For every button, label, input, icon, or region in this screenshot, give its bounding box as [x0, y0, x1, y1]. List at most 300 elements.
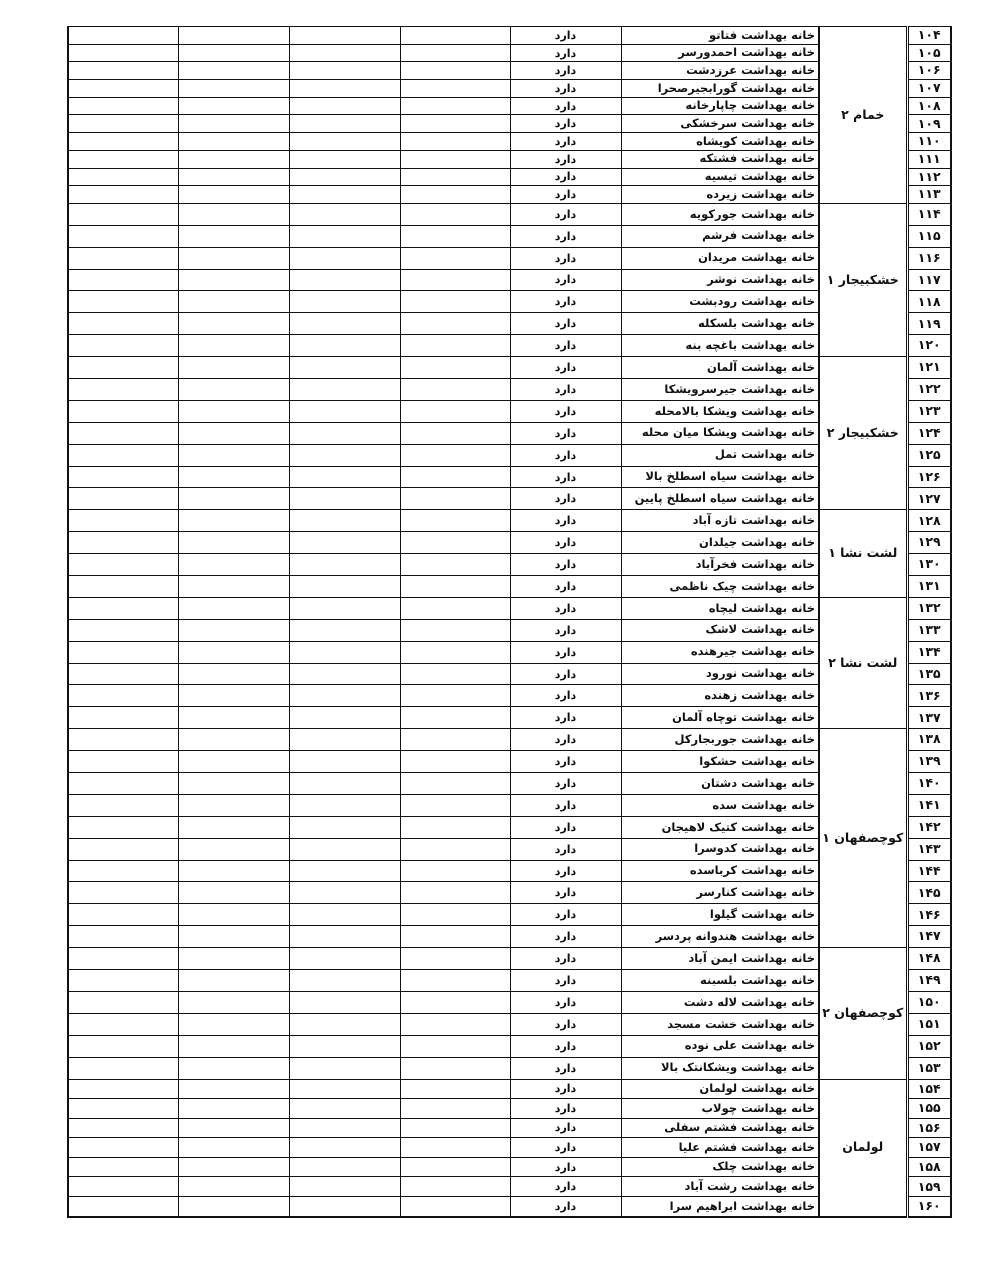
- empty-cell: [289, 641, 400, 663]
- empty-cell: [68, 422, 178, 444]
- row-number-cell: ۱۳۵: [907, 663, 951, 685]
- row-number-cell: ۱۴۰: [907, 773, 951, 795]
- status-cell: دارد: [510, 203, 621, 225]
- row-number-cell: ۱۰۶: [907, 62, 951, 80]
- empty-cell: [289, 357, 400, 379]
- row-number-cell: ۱۰۵: [907, 44, 951, 62]
- empty-cell: [68, 1057, 178, 1079]
- table-row: [68, 619, 951, 641]
- empty-cell: [400, 773, 510, 795]
- empty-cell: [400, 1099, 510, 1119]
- table-row: [68, 62, 951, 80]
- empty-cell: [178, 400, 289, 422]
- health-house-name-cell: خانه بهداشت باغچه بنه: [621, 335, 819, 357]
- empty-cell: [289, 1138, 400, 1158]
- empty-cell: [68, 816, 178, 838]
- empty-cell: [68, 926, 178, 948]
- status-cell: دارد: [510, 422, 621, 444]
- row-number-cell: ۱۲۰: [907, 335, 951, 357]
- health-house-name-cell: خانه بهداشت رودبشت: [621, 291, 819, 313]
- empty-cell: [400, 225, 510, 247]
- row-number-cell: ۱۳۶: [907, 685, 951, 707]
- row-number-cell: ۱۴۱: [907, 794, 951, 816]
- status-cell: دارد: [510, 794, 621, 816]
- table-row: [68, 225, 951, 247]
- health-house-name-cell: خانه بهداشت سرخشکی: [621, 115, 819, 133]
- row-number-cell: ۱۲۴: [907, 422, 951, 444]
- empty-cell: [178, 1057, 289, 1079]
- health-house-name-cell: خانه بهداشت جیرسرویشکا: [621, 379, 819, 401]
- table-row: [68, 27, 951, 45]
- row-number-cell: ۱۰۹: [907, 115, 951, 133]
- row-number-cell: ۱۱۴: [907, 203, 951, 225]
- table-row: [68, 597, 951, 619]
- row-number-cell: ۱۶۰: [907, 1197, 951, 1217]
- empty-cell: [68, 663, 178, 685]
- table-row: [68, 991, 951, 1013]
- table-row: [68, 1013, 951, 1035]
- table-row: [68, 882, 951, 904]
- empty-cell: [68, 313, 178, 335]
- empty-cell: [178, 168, 289, 186]
- empty-cell: [68, 466, 178, 488]
- health-house-name-cell: خانه بهداشت عرزدشت: [621, 62, 819, 80]
- health-house-name-cell: خانه بهداشت چیک ناظمی: [621, 576, 819, 598]
- row-number-cell: ۱۲۸: [907, 510, 951, 532]
- health-house-name-cell: خانه بهداشت آلمان: [621, 357, 819, 379]
- status-cell: دارد: [510, 168, 621, 186]
- health-house-name-cell: خانه بهداشت ویشکا بالامحله: [621, 400, 819, 422]
- empty-cell: [400, 97, 510, 115]
- empty-cell: [289, 1197, 400, 1217]
- table-row: [68, 532, 951, 554]
- empty-cell: [289, 400, 400, 422]
- empty-cell: [400, 597, 510, 619]
- status-cell: دارد: [510, 186, 621, 204]
- status-cell: دارد: [510, 1099, 621, 1119]
- table-row: [68, 44, 951, 62]
- empty-cell: [400, 926, 510, 948]
- empty-cell: [178, 335, 289, 357]
- row-number-cell: ۱۵۷: [907, 1138, 951, 1158]
- status-cell: دارد: [510, 860, 621, 882]
- health-house-name-cell: خانه بهداشت سیاه اسطلخ پایین: [621, 488, 819, 510]
- row-number-cell: ۱۵۰: [907, 991, 951, 1013]
- health-house-name-cell: خانه بهداشت بلسبنه: [621, 970, 819, 992]
- center-group-cell: خشکبیجار ۱: [819, 203, 907, 356]
- empty-cell: [400, 313, 510, 335]
- health-house-name-cell: خانه بهداشت نوشر: [621, 269, 819, 291]
- empty-cell: [68, 576, 178, 598]
- status-cell: دارد: [510, 991, 621, 1013]
- empty-cell: [68, 729, 178, 751]
- health-house-name-cell: خانه بهداشت ابراهیم سرا: [621, 1197, 819, 1217]
- empty-cell: [68, 186, 178, 204]
- empty-cell: [178, 247, 289, 269]
- empty-cell: [68, 707, 178, 729]
- empty-cell: [400, 948, 510, 970]
- empty-cell: [400, 1057, 510, 1079]
- empty-cell: [289, 27, 400, 45]
- empty-cell: [178, 1118, 289, 1138]
- table-row: [68, 203, 951, 225]
- health-house-name-cell: خانه بهداشت ایمن آباد: [621, 948, 819, 970]
- row-number-cell: ۱۱۱: [907, 150, 951, 168]
- empty-cell: [289, 1157, 400, 1177]
- empty-cell: [400, 133, 510, 151]
- status-cell: دارد: [510, 247, 621, 269]
- health-house-name-cell: خانه بهداشت جیرهنده: [621, 641, 819, 663]
- status-cell: دارد: [510, 444, 621, 466]
- empty-cell: [68, 860, 178, 882]
- empty-cell: [289, 1099, 400, 1119]
- status-cell: دارد: [510, 685, 621, 707]
- empty-cell: [178, 597, 289, 619]
- table-row: [68, 860, 951, 882]
- row-number-cell: ۱۱۶: [907, 247, 951, 269]
- empty-cell: [178, 97, 289, 115]
- health-house-name-cell: خانه بهداشت کویشاه: [621, 133, 819, 151]
- table-row: [68, 685, 951, 707]
- empty-cell: [400, 904, 510, 926]
- empty-cell: [68, 773, 178, 795]
- empty-cell: [68, 1013, 178, 1035]
- table-row: [68, 444, 951, 466]
- empty-cell: [178, 269, 289, 291]
- health-house-table-sheet: [67, 26, 950, 1218]
- status-cell: دارد: [510, 291, 621, 313]
- empty-cell: [68, 751, 178, 773]
- empty-cell: [400, 466, 510, 488]
- row-number-cell: ۱۴۸: [907, 948, 951, 970]
- empty-cell: [400, 882, 510, 904]
- table-row: [68, 773, 951, 795]
- empty-cell: [178, 707, 289, 729]
- empty-cell: [178, 422, 289, 444]
- empty-cell: [400, 554, 510, 576]
- health-house-name-cell: خانه بهداشت تازه آباد: [621, 510, 819, 532]
- table-row: [68, 97, 951, 115]
- empty-cell: [68, 619, 178, 641]
- table-row: [68, 422, 951, 444]
- empty-cell: [400, 27, 510, 45]
- status-cell: دارد: [510, 150, 621, 168]
- center-group-cell: لولمان: [819, 1079, 907, 1217]
- table-row: [68, 1197, 951, 1217]
- status-cell: دارد: [510, 707, 621, 729]
- row-number-cell: ۱۳۸: [907, 729, 951, 751]
- health-house-name-cell: خانه بهداشت حشکوا: [621, 751, 819, 773]
- status-cell: دارد: [510, 1035, 621, 1057]
- status-cell: دارد: [510, 970, 621, 992]
- empty-cell: [178, 838, 289, 860]
- status-cell: دارد: [510, 269, 621, 291]
- table-row: [68, 186, 951, 204]
- row-number-cell: ۱۵۶: [907, 1118, 951, 1138]
- status-cell: دارد: [510, 115, 621, 133]
- empty-cell: [400, 641, 510, 663]
- empty-cell: [178, 133, 289, 151]
- empty-cell: [400, 751, 510, 773]
- status-cell: دارد: [510, 357, 621, 379]
- empty-cell: [289, 685, 400, 707]
- row-number-cell: ۱۱۲: [907, 168, 951, 186]
- empty-cell: [68, 685, 178, 707]
- empty-cell: [178, 729, 289, 751]
- empty-cell: [400, 357, 510, 379]
- row-number-cell: ۱۲۲: [907, 379, 951, 401]
- empty-cell: [68, 970, 178, 992]
- empty-cell: [178, 882, 289, 904]
- empty-cell: [289, 794, 400, 816]
- table-row: [68, 150, 951, 168]
- empty-cell: [400, 576, 510, 598]
- empty-cell: [68, 357, 178, 379]
- table-row: [68, 115, 951, 133]
- empty-cell: [400, 400, 510, 422]
- empty-cell: [400, 970, 510, 992]
- empty-cell: [400, 1035, 510, 1057]
- empty-cell: [178, 576, 289, 598]
- status-cell: دارد: [510, 335, 621, 357]
- health-house-name-cell: خانه بهداشت علی نوده: [621, 1035, 819, 1057]
- empty-cell: [289, 1118, 400, 1138]
- row-number-cell: ۱۱۵: [907, 225, 951, 247]
- table-row: [68, 707, 951, 729]
- table-row: [68, 247, 951, 269]
- empty-cell: [400, 1177, 510, 1197]
- empty-cell: [289, 619, 400, 641]
- table-row: [68, 1099, 951, 1119]
- empty-cell: [289, 816, 400, 838]
- empty-cell: [68, 532, 178, 554]
- empty-cell: [400, 991, 510, 1013]
- empty-cell: [400, 115, 510, 133]
- empty-cell: [400, 838, 510, 860]
- empty-cell: [178, 663, 289, 685]
- table-row: [68, 1118, 951, 1138]
- empty-cell: [289, 970, 400, 992]
- row-number-cell: ۱۳۴: [907, 641, 951, 663]
- empty-cell: [178, 488, 289, 510]
- table-row: [68, 970, 951, 992]
- empty-cell: [400, 62, 510, 80]
- row-number-cell: ۱۰۷: [907, 80, 951, 98]
- health-house-name-cell: خانه بهداشت فرشم: [621, 225, 819, 247]
- center-group-cell: لشت نشا ۲: [819, 597, 907, 728]
- center-group-cell: کوچصفهان ۱: [819, 729, 907, 948]
- empty-cell: [68, 444, 178, 466]
- health-house-name-cell: خانه بهداشت سده: [621, 794, 819, 816]
- status-cell: دارد: [510, 729, 621, 751]
- empty-cell: [289, 269, 400, 291]
- row-number-cell: ۱۵۳: [907, 1057, 951, 1079]
- empty-cell: [68, 948, 178, 970]
- empty-cell: [289, 133, 400, 151]
- row-number-cell: ۱۳۰: [907, 554, 951, 576]
- table-row: [68, 291, 951, 313]
- status-cell: دارد: [510, 1157, 621, 1177]
- empty-cell: [400, 1079, 510, 1099]
- health-house-name-cell: خانه بهداشت دشتان: [621, 773, 819, 795]
- empty-cell: [400, 80, 510, 98]
- empty-cell: [178, 641, 289, 663]
- empty-cell: [289, 313, 400, 335]
- empty-cell: [68, 794, 178, 816]
- empty-cell: [178, 1099, 289, 1119]
- table-row: [68, 1079, 951, 1099]
- empty-cell: [178, 27, 289, 45]
- status-cell: دارد: [510, 1177, 621, 1197]
- row-number-cell: ۱۱۳: [907, 186, 951, 204]
- empty-cell: [178, 444, 289, 466]
- table-row: [68, 838, 951, 860]
- table-row: [68, 488, 951, 510]
- row-number-cell: ۱۴۹: [907, 970, 951, 992]
- row-number-cell: ۱۲۶: [907, 466, 951, 488]
- health-house-name-cell: خانه بهداشت توچاه آلمان: [621, 707, 819, 729]
- status-cell: دارد: [510, 751, 621, 773]
- empty-cell: [68, 904, 178, 926]
- table-row: [68, 794, 951, 816]
- empty-cell: [289, 115, 400, 133]
- status-cell: دارد: [510, 904, 621, 926]
- health-house-name-cell: خانه بهداشت چلک: [621, 1157, 819, 1177]
- empty-cell: [178, 948, 289, 970]
- table-row: [68, 554, 951, 576]
- empty-cell: [289, 335, 400, 357]
- status-cell: دارد: [510, 400, 621, 422]
- table-row: [68, 168, 951, 186]
- health-house-name-cell: خانه بهداشت لیچاه: [621, 597, 819, 619]
- table-row: [68, 816, 951, 838]
- empty-cell: [68, 1035, 178, 1057]
- table-row: [68, 576, 951, 598]
- empty-cell: [68, 225, 178, 247]
- status-cell: دارد: [510, 1057, 621, 1079]
- empty-cell: [68, 379, 178, 401]
- empty-cell: [178, 313, 289, 335]
- row-number-cell: ۱۳۹: [907, 751, 951, 773]
- empty-cell: [68, 1157, 178, 1177]
- empty-cell: [400, 816, 510, 838]
- health-house-name-cell: خانه بهداشت کنارسر: [621, 882, 819, 904]
- empty-cell: [400, 1013, 510, 1035]
- health-house-name-cell: خانه بهداشت زیرده: [621, 186, 819, 204]
- row-number-cell: ۱۱۰: [907, 133, 951, 151]
- table-row: [68, 379, 951, 401]
- table-row: [68, 269, 951, 291]
- status-cell: دارد: [510, 597, 621, 619]
- empty-cell: [178, 115, 289, 133]
- row-number-cell: ۱۴۴: [907, 860, 951, 882]
- row-number-cell: ۱۲۳: [907, 400, 951, 422]
- empty-cell: [68, 1138, 178, 1158]
- table-row: [68, 663, 951, 685]
- empty-cell: [178, 904, 289, 926]
- empty-cell: [68, 1118, 178, 1138]
- empty-cell: [68, 991, 178, 1013]
- empty-cell: [68, 641, 178, 663]
- empty-cell: [68, 838, 178, 860]
- empty-cell: [289, 991, 400, 1013]
- empty-cell: [178, 44, 289, 62]
- table-row: [68, 751, 951, 773]
- empty-cell: [289, 838, 400, 860]
- empty-cell: [178, 1157, 289, 1177]
- status-cell: دارد: [510, 641, 621, 663]
- empty-cell: [178, 685, 289, 707]
- empty-cell: [178, 970, 289, 992]
- health-house-name-cell: خانه بهداشت ویشکانتک بالا: [621, 1057, 819, 1079]
- row-number-cell: ۱۱۸: [907, 291, 951, 313]
- empty-cell: [400, 44, 510, 62]
- empty-cell: [400, 619, 510, 641]
- empty-cell: [178, 1177, 289, 1197]
- empty-cell: [68, 1099, 178, 1119]
- status-cell: دارد: [510, 926, 621, 948]
- empty-cell: [400, 1118, 510, 1138]
- table-row: [68, 1035, 951, 1057]
- empty-cell: [289, 1013, 400, 1035]
- row-number-cell: ۱۳۲: [907, 597, 951, 619]
- empty-cell: [68, 27, 178, 45]
- row-number-cell: ۱۵۴: [907, 1079, 951, 1099]
- empty-cell: [178, 357, 289, 379]
- table-row: [68, 641, 951, 663]
- row-number-cell: ۱۴۵: [907, 882, 951, 904]
- empty-cell: [289, 488, 400, 510]
- center-group-cell: خشکبیجار ۲: [819, 357, 907, 510]
- row-number-cell: ۱۴۲: [907, 816, 951, 838]
- empty-cell: [68, 150, 178, 168]
- table-body: [68, 27, 951, 1217]
- row-number-cell: ۱۲۵: [907, 444, 951, 466]
- empty-cell: [289, 379, 400, 401]
- health-house-name-cell: خانه بهداشت کتیک لاهیجان: [621, 816, 819, 838]
- status-cell: دارد: [510, 488, 621, 510]
- health-house-name-cell: خانه بهداشت هندوانه پردسر: [621, 926, 819, 948]
- empty-cell: [178, 1197, 289, 1217]
- health-house-name-cell: خانه بهداشت مریدان: [621, 247, 819, 269]
- status-cell: دارد: [510, 466, 621, 488]
- empty-cell: [400, 729, 510, 751]
- status-cell: دارد: [510, 313, 621, 335]
- empty-cell: [400, 488, 510, 510]
- empty-cell: [68, 510, 178, 532]
- health-house-name-cell: خانه بهداشت خشت مسجد: [621, 1013, 819, 1035]
- empty-cell: [178, 991, 289, 1013]
- empty-cell: [178, 62, 289, 80]
- empty-cell: [68, 400, 178, 422]
- status-cell: دارد: [510, 948, 621, 970]
- status-cell: دارد: [510, 554, 621, 576]
- empty-cell: [68, 1177, 178, 1197]
- table-row: [68, 1057, 951, 1079]
- status-cell: دارد: [510, 1079, 621, 1099]
- row-number-cell: ۱۱۷: [907, 269, 951, 291]
- empty-cell: [178, 532, 289, 554]
- empty-cell: [178, 203, 289, 225]
- empty-cell: [68, 488, 178, 510]
- status-cell: دارد: [510, 133, 621, 151]
- row-number-cell: ۱۵۹: [907, 1177, 951, 1197]
- row-number-cell: ۱۲۷: [907, 488, 951, 510]
- row-number-cell: ۱۳۱: [907, 576, 951, 598]
- empty-cell: [68, 247, 178, 269]
- status-cell: دارد: [510, 1197, 621, 1217]
- empty-cell: [400, 291, 510, 313]
